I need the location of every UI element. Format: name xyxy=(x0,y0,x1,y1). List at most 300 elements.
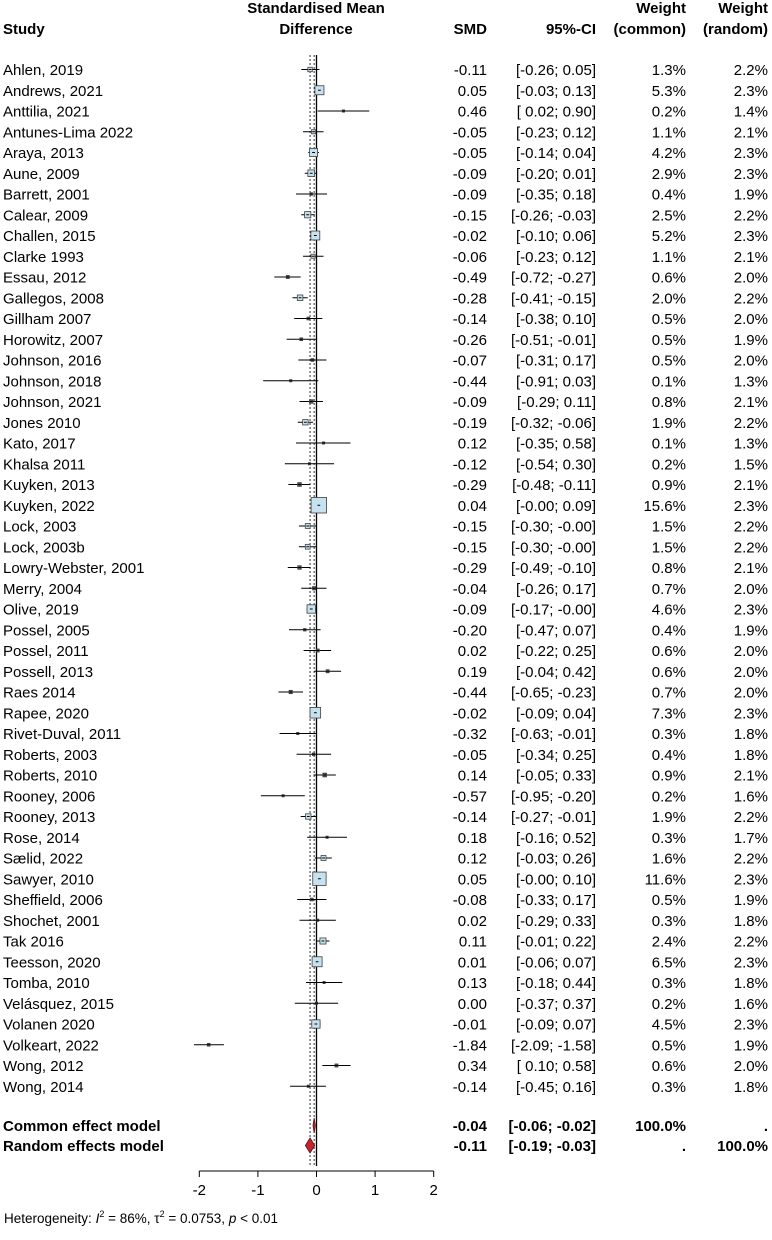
smd-value: 0.02 xyxy=(457,643,487,660)
weight-common: 0.5% xyxy=(651,311,686,328)
smd-value: 0.14 xyxy=(457,767,487,785)
weight-random: 1.3% xyxy=(733,373,768,391)
study-row xyxy=(3,934,768,951)
study-row xyxy=(3,975,768,992)
smd-value: -0.01 xyxy=(452,1016,487,1034)
study-name: Rose, 2014 xyxy=(3,829,80,847)
header-weight-common-1: Weight xyxy=(636,0,686,17)
smd-value: -0.15 xyxy=(452,539,487,557)
ci-value: [-0.20; 0.01] xyxy=(515,165,596,183)
study-row xyxy=(3,290,768,307)
header-effect-line2: Difference xyxy=(279,21,353,38)
weight-random: 1.7% xyxy=(733,829,768,847)
ci-value: [-0.17; -0.00] xyxy=(510,601,596,619)
weight-random: 2.2% xyxy=(733,518,768,536)
study-row xyxy=(3,415,768,432)
weight-common: 2.4% xyxy=(651,933,686,951)
smd-value: -0.32 xyxy=(452,726,487,743)
weight-common: 0.6% xyxy=(651,663,686,681)
weight-common: 1.3% xyxy=(651,62,686,79)
study-row xyxy=(3,1079,768,1096)
ci-value: [-0.63; -0.01] xyxy=(510,726,596,743)
weight-common: 1.6% xyxy=(651,850,686,868)
study-row xyxy=(3,664,768,681)
ci-value: [-0.38; 0.10] xyxy=(515,311,596,328)
ci-value: [-0.09; 0.07] xyxy=(515,1016,596,1034)
header-ci: 95%-CI xyxy=(545,21,596,38)
weight-common: 0.8% xyxy=(651,394,686,411)
summary-row xyxy=(3,1138,768,1155)
summary-weight-common: . xyxy=(681,1138,686,1155)
ci-value: [-0.31; 0.17] xyxy=(515,352,596,370)
ci-value: [-0.27; -0.01] xyxy=(510,809,596,826)
study-row xyxy=(3,768,768,785)
summary-ci: [-0.06; -0.02] xyxy=(508,1118,596,1135)
smd-value: 0.01 xyxy=(457,954,487,972)
study-rows xyxy=(3,62,768,1096)
weight-random: 2.3% xyxy=(733,705,768,723)
study-row xyxy=(3,83,768,100)
summary-name: Random effects model xyxy=(3,1138,164,1155)
ci-value: [-0.04; 0.42] xyxy=(515,663,596,681)
study-row xyxy=(3,726,768,743)
study-row xyxy=(3,373,768,390)
study-name: Teesson, 2020 xyxy=(3,954,101,972)
smd-value: -0.14 xyxy=(452,1078,487,1096)
weight-common: 0.1% xyxy=(651,373,686,391)
smd-value: -0.04 xyxy=(452,580,487,598)
study-name: Velásquez, 2015 xyxy=(3,995,114,1013)
ci-value: [-0.49; -0.10] xyxy=(510,560,596,577)
study-name: Tomba, 2010 xyxy=(3,975,90,992)
ci-value: [-0.03; 0.13] xyxy=(515,82,596,100)
weight-random: 1.9% xyxy=(733,331,768,349)
summary-smd: -0.04 xyxy=(452,1118,487,1135)
column-headers xyxy=(3,0,768,38)
header-weight-random-1: Weight xyxy=(718,0,768,17)
weight-random: 2.2% xyxy=(733,809,768,826)
study-name: Anttilia, 2021 xyxy=(3,103,90,121)
smd-value: 0.12 xyxy=(457,850,487,868)
smd-value: -0.57 xyxy=(452,788,487,806)
study-name: Kuyken, 2013 xyxy=(3,477,95,494)
weight-common: 2.9% xyxy=(651,165,686,183)
weight-random: 2.1% xyxy=(733,124,768,142)
header-weight-common-2: (common) xyxy=(613,21,686,38)
weight-random: 2.0% xyxy=(733,643,768,660)
study-name: Rooney, 2006 xyxy=(3,788,96,806)
weight-common: 0.5% xyxy=(651,1037,686,1055)
weight-common: 6.5% xyxy=(651,954,686,972)
weight-random: 2.1% xyxy=(733,560,768,577)
weight-common: 0.1% xyxy=(651,435,686,453)
weight-random: 1.8% xyxy=(733,726,768,743)
weight-common: 5.3% xyxy=(651,82,686,100)
summary-row xyxy=(3,1118,768,1135)
axis-tick-label: 0 xyxy=(312,1182,321,1199)
smd-value: 0.46 xyxy=(457,103,487,121)
weight-common: 0.3% xyxy=(651,975,686,992)
weight-common: 15.6% xyxy=(643,497,686,515)
weight-random: 2.0% xyxy=(733,684,768,702)
weight-random: 1.6% xyxy=(733,788,768,806)
weight-random: 1.9% xyxy=(733,892,768,909)
smd-value: 0.04 xyxy=(457,497,487,515)
weight-common: 0.6% xyxy=(651,643,686,660)
study-name: Kato, 2017 xyxy=(3,435,76,453)
study-row xyxy=(3,270,768,287)
het-i2-value: = 86%, xyxy=(104,1211,155,1226)
study-name: Johnson, 2016 xyxy=(3,352,102,370)
ci-value: [-0.00; 0.09] xyxy=(515,497,596,515)
ci-value: [-0.26; -0.03] xyxy=(510,207,596,225)
study-row xyxy=(3,892,768,909)
ci-value: [-0.35; 0.58] xyxy=(515,435,596,453)
weight-common: 0.4% xyxy=(651,622,686,640)
study-row xyxy=(3,809,768,826)
study-name: Johnson, 2021 xyxy=(3,394,102,411)
weight-common: 0.5% xyxy=(651,892,686,909)
weight-common: 0.2% xyxy=(651,788,686,806)
ci-value: [-0.35; 0.18] xyxy=(515,186,596,204)
ci-value: [-0.30; -0.00] xyxy=(510,518,596,536)
ci-value: [-0.22; 0.25] xyxy=(515,643,596,660)
study-row xyxy=(3,747,768,764)
smd-value: -0.09 xyxy=(452,165,487,183)
weight-random: 2.3% xyxy=(733,1016,768,1034)
ci-value: [-0.95; -0.20] xyxy=(510,788,596,806)
smd-value: 0.19 xyxy=(457,663,487,681)
weight-common: 0.2% xyxy=(651,456,686,474)
smd-value: -0.20 xyxy=(452,622,487,640)
header-smd: SMD xyxy=(453,21,487,38)
het-i2-symbol: I xyxy=(95,1211,100,1226)
study-name: Barrett, 2001 xyxy=(3,186,90,204)
weight-common: 2.5% xyxy=(651,207,686,225)
study-row xyxy=(3,560,768,577)
study-row xyxy=(3,332,768,349)
study-name: Araya, 2013 xyxy=(3,145,84,162)
study-name: Possel, 2011 xyxy=(3,643,89,660)
smd-value: -0.05 xyxy=(452,746,487,764)
weight-common: 0.7% xyxy=(651,684,686,702)
ci-value: [-0.10; 0.06] xyxy=(515,228,596,245)
summary-smd: -0.11 xyxy=(453,1138,487,1155)
weight-random: 2.0% xyxy=(733,269,768,287)
weight-random: 2.2% xyxy=(733,933,768,951)
study-row xyxy=(3,477,768,494)
weight-common: 1.5% xyxy=(651,539,686,557)
axis-tick-label: 2 xyxy=(429,1182,438,1199)
ci-value: [-0.41; -0.15] xyxy=(510,290,596,308)
study-name: Kuyken, 2022 xyxy=(3,497,95,515)
study-name: Antunes-Lima 2022 xyxy=(3,124,134,142)
ci-value: [-0.23; 0.12] xyxy=(515,124,596,142)
study-name: Possell, 2013 xyxy=(3,663,94,681)
study-name: Shochet, 2001 xyxy=(3,912,100,930)
weight-random: 2.1% xyxy=(733,394,768,411)
study-name: Gillham 2007 xyxy=(3,311,92,328)
study-name: Wong, 2012 xyxy=(3,1058,84,1075)
header-study: Study xyxy=(3,21,45,38)
ci-value: [-0.29; 0.11] xyxy=(517,394,596,411)
x-axis xyxy=(193,1171,438,1199)
study-row xyxy=(3,830,768,847)
study-row xyxy=(3,456,768,473)
study-name: Horowitz, 2007 xyxy=(3,331,104,349)
study-row xyxy=(3,871,768,888)
weight-common: 4.2% xyxy=(651,145,686,162)
ci-value: [-0.32; -0.06] xyxy=(510,414,596,432)
ci-value: [-0.37; 0.37] xyxy=(515,995,596,1013)
study-name: Volanen 2020 xyxy=(3,1016,95,1034)
study-name: Roberts, 2003 xyxy=(3,746,98,764)
weight-random: 2.2% xyxy=(733,207,768,225)
weight-random: 1.8% xyxy=(733,912,768,930)
smd-value: 0.34 xyxy=(457,1058,487,1075)
smd-value: -0.29 xyxy=(452,477,487,494)
smd-value: -0.09 xyxy=(452,186,487,204)
study-row xyxy=(3,311,768,328)
weight-random: 2.3% xyxy=(733,601,768,619)
smd-value: -0.44 xyxy=(452,373,487,391)
weight-random: 2.2% xyxy=(733,62,768,79)
weight-random: 2.0% xyxy=(733,580,768,598)
weight-random: 2.1% xyxy=(733,248,768,266)
weight-common: 0.5% xyxy=(651,352,686,370)
weight-common: 0.5% xyxy=(651,331,686,349)
weight-random: 2.1% xyxy=(733,477,768,494)
study-row xyxy=(3,62,768,79)
weight-common: 0.9% xyxy=(651,767,686,785)
weight-random: 1.9% xyxy=(733,622,768,640)
study-name: Gallegos, 2008 xyxy=(3,290,104,308)
study-row xyxy=(3,187,768,204)
smd-value: -0.14 xyxy=(452,311,487,328)
study-name: Calear, 2009 xyxy=(3,207,89,225)
weight-random: 1.3% xyxy=(733,435,768,453)
weight-common: 0.6% xyxy=(651,269,686,287)
smd-value: -0.08 xyxy=(452,892,487,909)
summary-weight-common: 100.0% xyxy=(635,1118,686,1135)
weight-common: 1.1% xyxy=(651,124,686,142)
ci-value: [-0.18; 0.44] xyxy=(515,975,596,992)
smd-value: -0.12 xyxy=(452,456,487,474)
weight-common: 0.9% xyxy=(651,477,686,494)
study-name: Sawyer, 2010 xyxy=(3,871,94,889)
ci-value: [-0.48; -0.11] xyxy=(512,477,596,494)
weight-random: 1.5% xyxy=(733,456,768,474)
weight-common: 0.3% xyxy=(651,1078,686,1096)
study-name: Rivet-Duval, 2011 xyxy=(3,726,122,743)
study-name: Khalsa 2011 xyxy=(3,456,86,474)
ci-value: [-0.01; 0.22] xyxy=(515,933,596,951)
study-name: Ahlen, 2019 xyxy=(3,62,84,79)
study-row xyxy=(3,1017,768,1034)
smd-value: 0.05 xyxy=(457,82,487,100)
study-row xyxy=(3,353,768,370)
study-name: Clarke 1993 xyxy=(3,248,84,266)
weight-random: 2.3% xyxy=(733,871,768,889)
ci-value: [-0.91; 0.03] xyxy=(515,373,596,391)
weight-random: 2.0% xyxy=(733,663,768,681)
heterogeneity-note: Heterogeneity: $I^2 = 86\%$, $\tau^2 = 0.0753$, p < 0.01 xyxy=(4,1209,278,1226)
smd-value: -0.26 xyxy=(452,331,487,349)
study-name: Lowry-Webster, 2001 xyxy=(3,560,145,577)
ci-value: [-0.33; 0.17] xyxy=(515,892,596,909)
weight-random: 1.8% xyxy=(733,1078,768,1096)
smd-value: -0.29 xyxy=(452,560,487,577)
weight-random: 2.1% xyxy=(733,767,768,785)
study-name: Roberts, 2010 xyxy=(3,767,98,785)
smd-value: -0.09 xyxy=(452,601,487,619)
weight-random: 2.2% xyxy=(733,414,768,432)
axis-tick-label: -1 xyxy=(251,1182,265,1199)
weight-random: 2.2% xyxy=(733,850,768,868)
ci-value: [-0.45; 0.16] xyxy=(515,1078,596,1096)
weight-common: 0.4% xyxy=(651,186,686,204)
weight-random: 2.0% xyxy=(733,352,768,370)
ci-value: [-0.06; 0.07] xyxy=(515,954,596,972)
weight-random: 2.3% xyxy=(733,954,768,972)
smd-value: -0.02 xyxy=(452,228,487,245)
study-name: Andrews, 2021 xyxy=(3,82,104,100)
ci-value: [-0.26; 0.17] xyxy=(515,580,596,598)
weight-common: 1.1% xyxy=(651,248,686,266)
het-tau-symbol: τ xyxy=(154,1211,160,1226)
ci-value: [ 0.10; 0.58] xyxy=(516,1058,596,1075)
study-name: Raes 2014 xyxy=(3,684,76,702)
study-row xyxy=(3,519,768,536)
smd-value: -0.14 xyxy=(452,809,487,826)
smd-value: 0.11 xyxy=(458,933,487,951)
axis-tick-label: -2 xyxy=(192,1182,206,1199)
study-name: Rapee, 2020 xyxy=(3,705,89,723)
summary-rows xyxy=(3,1118,768,1155)
smd-value: -0.05 xyxy=(452,124,487,142)
header-weight-random-2: (random) xyxy=(703,21,768,38)
study-name: Essau, 2012 xyxy=(3,269,87,287)
weight-common: 0.7% xyxy=(651,580,686,598)
ci-value: [-0.72; -0.27] xyxy=(510,269,596,287)
summary-weight-random: 100.0% xyxy=(717,1138,768,1155)
weight-random: 2.0% xyxy=(733,311,768,328)
study-row xyxy=(3,622,768,639)
ci-value: [-0.03; 0.26] xyxy=(515,850,596,868)
study-row xyxy=(3,788,768,805)
study-row xyxy=(3,643,768,660)
smd-value: -0.15 xyxy=(452,518,487,536)
ci-value: [-0.29; 0.33] xyxy=(515,912,596,930)
weight-common: 7.3% xyxy=(651,705,686,723)
weight-common: 0.8% xyxy=(651,560,686,577)
summary-ci: [-0.19; -0.03] xyxy=(508,1138,596,1155)
header-effect-line1: Standardised Mean xyxy=(247,0,385,17)
ci-value: [-0.23; 0.12] xyxy=(515,248,596,266)
weight-random: 1.9% xyxy=(733,186,768,204)
study-row xyxy=(3,166,768,183)
weight-random: 2.3% xyxy=(733,165,768,183)
study-row xyxy=(3,207,768,224)
summary-weight-random: . xyxy=(763,1118,768,1135)
study-row xyxy=(3,394,768,411)
weight-random: 2.2% xyxy=(733,290,768,308)
ci-value: [-0.51; -0.01] xyxy=(510,331,596,349)
study-name: Sheffield, 2006 xyxy=(3,892,103,909)
smd-value: -0.09 xyxy=(452,394,487,411)
ci-value: [ 0.02; 0.90] xyxy=(516,103,596,121)
study-row xyxy=(3,228,768,245)
study-name: Johnson, 2018 xyxy=(3,373,102,391)
het-label: Heterogeneity: xyxy=(4,1211,96,1226)
study-name: Jones 2010 xyxy=(3,414,81,432)
study-row xyxy=(3,1037,768,1054)
study-row xyxy=(3,996,768,1013)
het-tau-value: = 0.0753, xyxy=(164,1211,229,1226)
study-row xyxy=(3,124,768,141)
weight-common: 0.3% xyxy=(651,726,686,743)
weight-common: 1.9% xyxy=(651,414,686,432)
weight-common: 1.5% xyxy=(651,518,686,536)
study-row xyxy=(3,913,768,930)
ci-value: [-0.30; -0.00] xyxy=(510,539,596,557)
study-row xyxy=(3,705,768,722)
ci-value: [-0.16; 0.52] xyxy=(515,829,596,847)
study-name: Merry, 2004 xyxy=(3,580,82,598)
smd-value: 0.05 xyxy=(457,871,487,889)
study-name: Lock, 2003b xyxy=(3,539,85,557)
summary-diamond xyxy=(313,1118,315,1133)
weight-common: 0.3% xyxy=(651,829,686,847)
ci-value: [-0.26; 0.05] xyxy=(515,62,596,79)
smd-value: 0.13 xyxy=(457,975,487,992)
weight-common: 0.4% xyxy=(651,746,686,764)
smd-value: 0.18 xyxy=(457,829,487,847)
smd-value: -0.02 xyxy=(452,705,487,723)
summary-name: Common effect model xyxy=(3,1118,161,1135)
smd-value: -0.05 xyxy=(452,145,487,162)
smd-value: -0.19 xyxy=(452,414,487,432)
study-row xyxy=(3,436,768,453)
weight-common: 4.5% xyxy=(651,1016,686,1034)
smd-value: -0.06 xyxy=(452,248,487,266)
het-p-value: < 0.01 xyxy=(236,1211,278,1226)
weight-random: 1.8% xyxy=(733,975,768,992)
weight-random: 2.0% xyxy=(733,1058,768,1075)
study-row xyxy=(3,685,768,702)
weight-random: 2.3% xyxy=(733,82,768,100)
weight-random: 2.2% xyxy=(733,539,768,557)
weight-common: 0.2% xyxy=(651,995,686,1013)
weight-random: 1.9% xyxy=(733,1037,768,1055)
weight-random: 1.8% xyxy=(733,746,768,764)
weight-common: 4.6% xyxy=(651,601,686,619)
study-name: Aune, 2009 xyxy=(3,165,80,183)
study-name: Wong, 2014 xyxy=(3,1078,84,1096)
ci-value: [-0.65; -0.23] xyxy=(510,684,596,702)
study-row xyxy=(3,954,768,971)
weight-random: 1.4% xyxy=(733,103,768,121)
study-row xyxy=(3,145,768,162)
study-name: Rooney, 2013 xyxy=(3,809,96,826)
weight-common: 11.6% xyxy=(644,871,686,889)
smd-value: -0.49 xyxy=(452,269,487,287)
weight-random: 2.3% xyxy=(733,497,768,515)
het-p-symbol: p xyxy=(228,1211,237,1226)
smd-value: -0.07 xyxy=(452,352,487,370)
weight-common: 1.9% xyxy=(651,809,686,826)
smd-value: 0.12 xyxy=(457,435,487,453)
